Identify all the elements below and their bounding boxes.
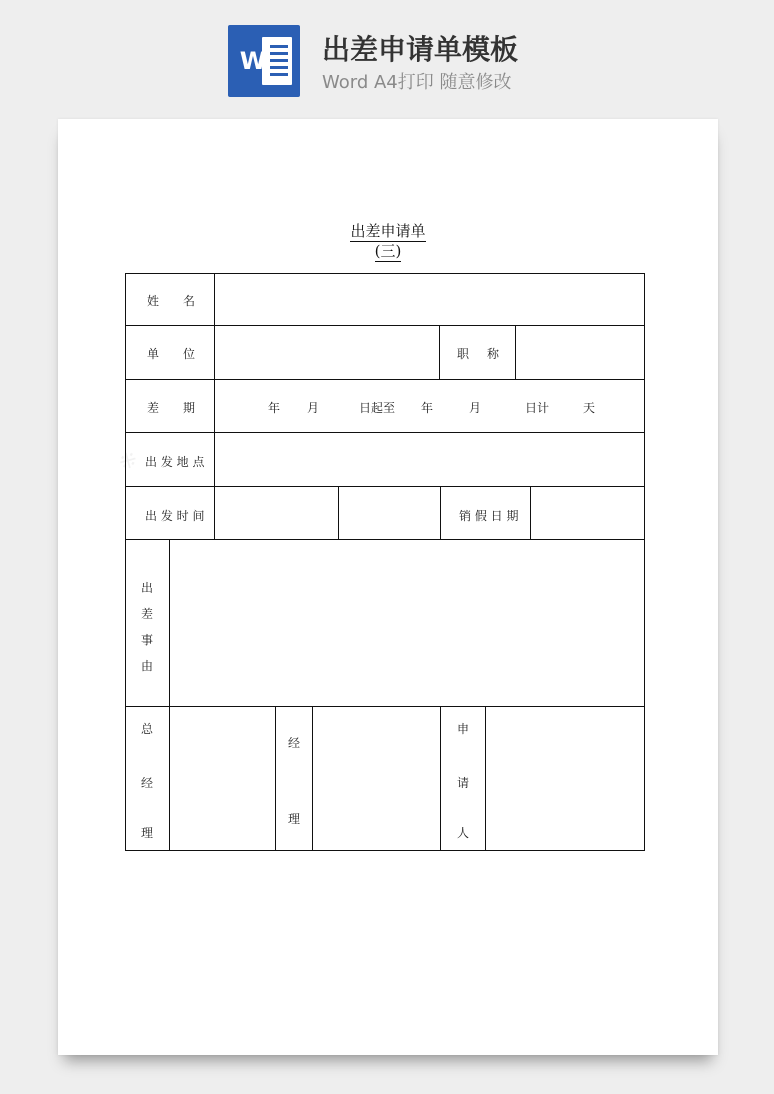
reason-label (139, 539, 155, 706)
manager-sign-cell[interactable] (313, 707, 440, 850)
application-form-table (125, 273, 647, 853)
applicant-label (455, 706, 471, 851)
end-year-label: 年 (421, 401, 434, 415)
manager-char: 理 (287, 812, 300, 826)
leave-end-date-label: 销 假 日 期 (459, 509, 519, 523)
departure-place-input-cell[interactable] (215, 433, 644, 486)
unit-label-b: 位 (183, 347, 196, 361)
start-month-label: 月 (307, 401, 320, 415)
reason-input-cell[interactable] (170, 540, 644, 706)
applicant-char: 申 (456, 722, 469, 736)
manager-label (286, 706, 302, 851)
manager-char: 经 (287, 736, 300, 750)
period-label-a: 差 (147, 401, 160, 415)
reason-char: 事 (140, 633, 153, 647)
period-label-b: 期 (183, 401, 196, 415)
reason-char: 出 (140, 581, 153, 595)
departure-time-input-cell-2[interactable] (339, 487, 440, 539)
departure-place-label: 出 发 地 点 (145, 455, 205, 469)
name-label-a: 姓 (147, 294, 160, 308)
unit-label-a: 单 (147, 347, 160, 361)
reason-char: 由 (140, 659, 153, 673)
header (0, 0, 774, 110)
job-title-label-a: 职 (457, 347, 470, 361)
gm-char: 总 (140, 722, 153, 736)
page-title: 出差申请单模板 (322, 33, 519, 66)
job-title-label-b: 称 (487, 347, 500, 361)
start-day-to-label: 日起至 (359, 401, 396, 415)
page-subtitle: Word A4打印 随意修改 (322, 72, 512, 93)
name-label-b: 名 (183, 294, 196, 308)
column-divider (440, 486, 441, 539)
applicant-sign-cell[interactable] (486, 707, 644, 850)
job-title-input-cell[interactable] (516, 326, 644, 379)
word-letter: W (239, 47, 267, 75)
end-month-label: 月 (469, 401, 482, 415)
reason-char: 差 (140, 607, 153, 621)
document-page (58, 119, 718, 1055)
days-label: 天 (583, 401, 596, 415)
leave-end-date-input-cell[interactable] (531, 487, 644, 539)
document-title (338, 221, 438, 261)
applicant-char: 人 (456, 826, 469, 840)
departure-time-label: 出 发 时 间 (145, 509, 205, 523)
column-divider (275, 706, 276, 851)
total-day-label: 日计 (525, 401, 550, 415)
start-year-label: 年 (268, 401, 281, 415)
applicant-char: 请 (456, 776, 469, 790)
gm-char: 理 (140, 826, 153, 840)
general-manager-sign-cell[interactable] (170, 707, 275, 850)
general-manager-label (139, 706, 155, 851)
gm-char: 经 (140, 776, 153, 790)
name-input-cell[interactable] (215, 274, 644, 325)
column-divider (440, 706, 441, 851)
watermark: ※ (112, 446, 142, 477)
document-title-text: 出差申请单(三) (350, 222, 426, 260)
departure-time-input-cell[interactable] (215, 487, 338, 539)
word-icon (228, 25, 300, 97)
column-divider (439, 325, 440, 379)
unit-input-cell[interactable] (215, 326, 439, 379)
row-divider (125, 379, 645, 380)
